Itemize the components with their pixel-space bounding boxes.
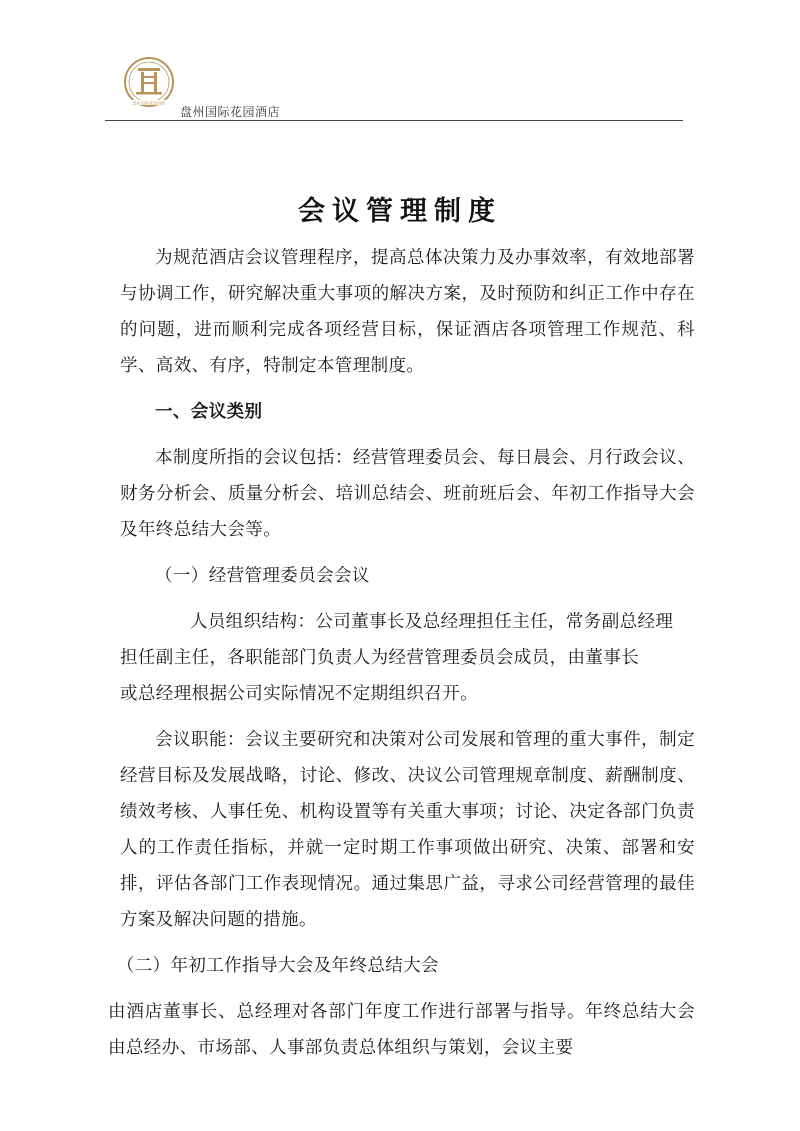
- section-heading-meeting-types: 一、会议类别: [155, 402, 263, 422]
- header-divider: [105, 120, 683, 121]
- logo-caption: 盘州国际花园酒店: [132, 100, 166, 106]
- hotel-logo-icon: [121, 56, 177, 112]
- hotel-name: 盘州国际花园酒店: [180, 105, 281, 119]
- committee-structure-line: 担任副主任，各职能部门负责人为经营管理委员会成员，由董事长: [120, 648, 640, 668]
- subsection-heading-annual-meetings: （二）年初工作指导大会及年终总结大会: [116, 956, 439, 976]
- subsection-heading-management-committee: （一）经营管理委员会会议: [155, 566, 370, 586]
- intro-paragraph: 为规范酒店会议管理程序，提高总体决策力及办事效率，有效地部署与协调工作，研究解决重大事项的解决方案，及时预防和纠正工作中存在的问题，进而顺利完成各项经营目标，保证酒店各项管理工作规范、科学、高效、有序，特制定本管理制度。: [120, 248, 695, 376]
- committee-structure-line: 人员组织结构：公司董事长及总经理担任主任，常务副总经理: [190, 612, 674, 632]
- annual-meetings-paragraph: 由酒店董事长、总经理对各部门年度工作进行部署与指导。年终总结大会由总经办、市场部、人事部负责总体组织与策划，会议主要: [108, 1002, 695, 1058]
- document-title: 会议管理制度: [298, 196, 502, 227]
- meeting-types-paragraph: 本制度所指的会议包括：经营管理委员会、每日晨会、月行政会议、财务分析会、质量分析会、培训总结会、班前班后会、年初工作指导大会及年终总结大会等。: [120, 448, 695, 540]
- committee-structure-paragraph: [120, 604, 695, 712]
- document-body: [108, 240, 695, 1076]
- committee-function-paragraph: 会议职能：会议主要研究和决策对公司发展和管理的重大事件，制定经营目标及发展战略，讨论、修改、决议公司管理规章制度、薪酬制度、绩效考核、人事任免、机构设置等有关重大事项；讨论、决定各部门负责人的工作责任指标，并就一定时期工作事项做出研究、决策、部署和安排，评估各部门工作表现情况。通过集思广益，寻求公司经营管理的最佳方案及解决问题的措施。: [120, 730, 695, 930]
- committee-structure-line: 或总经理根据公司实际情况不定期组织召开。: [120, 684, 478, 704]
